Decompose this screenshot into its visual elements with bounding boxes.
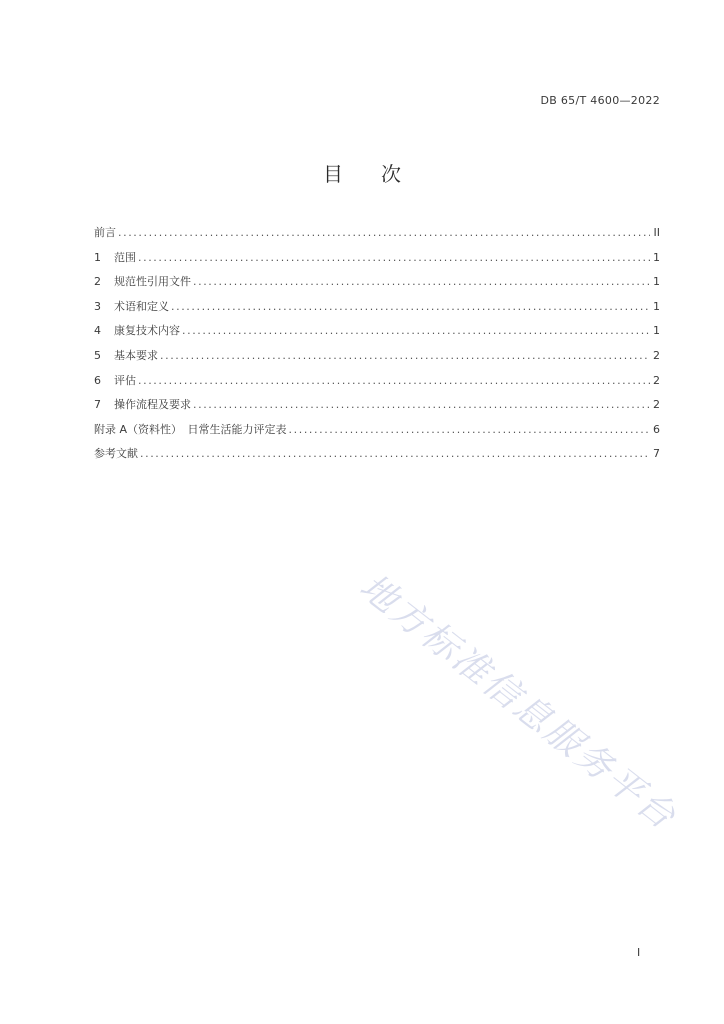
toc-leader-dots	[118, 226, 650, 239]
toc-entry-page: 1	[653, 275, 660, 289]
toc-entry-number: 6	[94, 373, 101, 387]
toc-entry-page: 2	[653, 348, 660, 362]
toc-entry-number: 4	[94, 324, 101, 338]
toc-entry[interactable]	[94, 347, 660, 372]
toc-entry-number: 1	[94, 250, 101, 264]
toc-leader-dots	[140, 447, 650, 460]
toc-entry[interactable]	[94, 372, 660, 397]
toc-entry-number: 3	[94, 299, 101, 313]
toc-entry[interactable]	[94, 273, 660, 298]
toc-entry-label: 规范性引用文件	[114, 275, 191, 289]
toc-leader-dots	[138, 374, 650, 387]
toc-entry-number: 2	[94, 275, 101, 289]
toc-entry-label: 操作流程及要求	[114, 398, 191, 412]
toc-entry[interactable]	[94, 421, 660, 446]
toc-entry-number: 5	[94, 348, 101, 362]
toc-leader-dots	[193, 275, 650, 288]
toc-leader-dots	[193, 398, 650, 411]
toc-leader-dots	[182, 324, 650, 337]
toc-title: 目次	[323, 162, 439, 186]
toc-entry-page: 1	[653, 324, 660, 338]
watermark-text: 地方标准信息服务平台	[351, 566, 685, 839]
toc-entry-label: 参考文献	[94, 447, 138, 461]
toc-entry-page: II	[653, 226, 660, 239]
toc-entry[interactable]	[94, 224, 660, 249]
toc-entry[interactable]	[94, 298, 660, 323]
toc-entry-label: 评估	[114, 373, 136, 387]
toc-entry-label: 附录 A（资料性） 日常生活能力评定表	[94, 422, 287, 436]
toc-entry-page: 1	[653, 299, 660, 313]
toc-entry-label: 康复技术内容	[114, 324, 180, 338]
toc-entry-page: 7	[653, 447, 660, 461]
toc-leader-dots	[138, 251, 650, 264]
table-of-contents	[94, 224, 660, 470]
toc-entry-label: 基本要求	[114, 348, 158, 362]
toc-entry[interactable]	[94, 249, 660, 274]
toc-entry[interactable]	[94, 322, 660, 347]
toc-entry-page: 2	[653, 398, 660, 412]
toc-entry-label: 前言	[94, 226, 116, 239]
toc-leader-dots	[289, 423, 650, 436]
toc-leader-dots	[171, 300, 650, 313]
toc-entry[interactable]	[94, 396, 660, 421]
document-code: DB 65/T 4600—2022	[540, 94, 660, 107]
toc-entry-page: 6	[653, 422, 660, 436]
toc-entry-page: 2	[653, 373, 660, 387]
page-number: I	[637, 946, 641, 959]
toc-entry-label: 范围	[114, 250, 136, 264]
toc-entry-number: 7	[94, 398, 101, 412]
toc-entry-page: 1	[653, 250, 660, 264]
toc-entry-label: 术语和定义	[114, 299, 169, 313]
toc-leader-dots	[160, 349, 650, 362]
toc-entry[interactable]	[94, 445, 660, 470]
